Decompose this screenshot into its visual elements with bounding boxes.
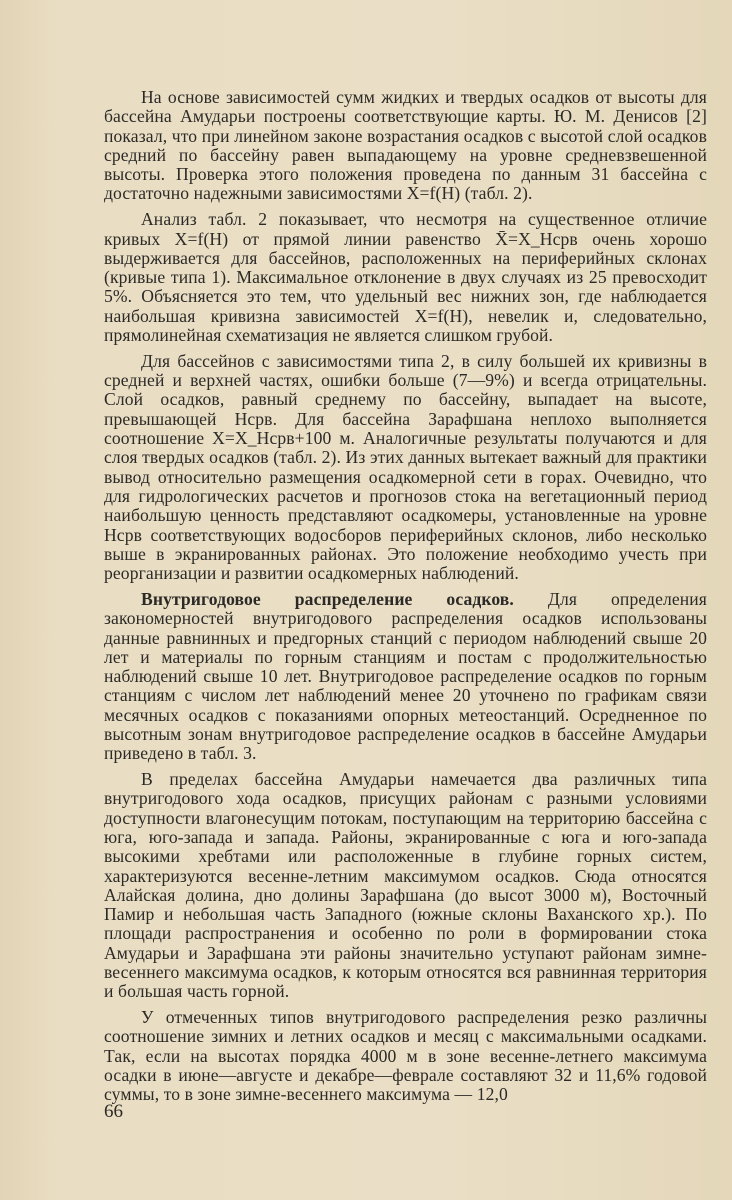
paragraph-4: [104, 590, 707, 764]
paragraph-3: Для бассейнов с зависимостями типа 2, в силу большей их кривизны в средней и верхней частях, ошибки больше (7—9%) и всегда отрицательны. Слой осадков, равный среднему по бассейну, выпадает на высоте, превышающей Hсрв. Для бассейна Зарафшана неплохо выполняется соотношение X=X_Hсрв+100 м. Аналогичные результаты получаются и для слоя твердых осадков (табл. 2). Из этих данных вытекает важный для практики вывод относительно размещения осадкомерной сети в горах. Очевидно, что для гидрологических расчетов и прогнозов стока на вегетационный период наибольшую ценность представляют осадкомеры, установленные на уровне Hсрв соответствующих водосборов периферийных склонов, либо несколько выше в экранированных районах. Это положение необходимо учесть при реорганизации и развитии осадкомерных наблюдений.: [104, 350, 707, 584]
paragraph-5: В пределах бассейна Амударьи намечается два различных типа внутригодового хода осадков, присущих районам с разными условиями доступности влагонесущим потокам, поступающим на территорию бассейна с юга, юго-запада и запада. Районы, экранированные с юга и юго-запада высокими хребтами или расположенные в глубине горных систем, характеризуются весенне-летним максимумом осадков. Сюда относятся Алайская долина, дно долины Зарафшана (до высот 3000 м), Восточный Памир и небольшая часть Западного (южные склоны Ваханского хр.). По площади распространения и особенно по роли в формировании стока Амударьи и Зарафшана эти районы значительно уступают районам зимне-весеннего максимума осадков, к которым относятся вся равнинная территория и большая часть горной.: [104, 769, 707, 1002]
paragraph-1: На основе зависимостей сумм жидких и твердых осадков от высоты для бассейна Амударьи построены соответствующие карты. Ю. М. Денисов [2] показал, что при линейном законе возрастания осадков с высотой слой осадков средний по бассейну равен выпадающему на уровне средневзвешенной высоты. Проверка этого положения проведена по данным 31 бассейна с достаточно надежными зависимостями X=f(H) (табл. 2).: [104, 87, 707, 204]
paragraph-2: Анализ табл. 2 показывает, что несмотря на существенное отличие кривых X=f(H) от прямой линии равенство X̄=X_Hсрв очень хорошо выдерживается для бассейнов, расположенных на периферийных склонах (кривые типа 1). Максимальное отклонение в двух случаях из 25 превосходит 5%. Объясняется это тем, что удельный вес нижних зон, где наблюдается наибольшая кривизна зависимостей X=f(H), невелик и, следовательно, прямолинейная схематизация не является слишком грубой.: [104, 209, 707, 346]
body-text: [104, 88, 707, 1105]
section-heading: Внутригодовое распределение осадков.: [141, 588, 514, 609]
page-number: 66: [104, 1101, 123, 1122]
paragraph-6: У отмеченных типов внутригодового распределения резко различны соотношение зимних и летних осадков и месяц с максимальными осадками. Так, если на высотах порядка 4000 м в зоне весенне-летнего максимума осадки в июне—августе и декабре—феврале составляют 32 и 11,6% годовой суммы, то в зоне зимне-весеннего максимума — 12,0: [104, 1007, 707, 1105]
paragraph-4-text: Для определения закономерностей внутригодового распределения осадков использованы данные равнинных и предгорных станций с периодом наблюдений свыше 20 лет и материалы по горным станциям и постам с продолжительностью наблюдений свыше 10 лет. Внутригодовое распределение осадков по горным станциям с числом лет наблюдений менее 20 уточнено по графикам связи месячных осадков с показаниями опорных метеостанций. Осредненное по высотным зонам внутригодовое распределение осадков в бассейне Амударьи приведено в табл. 3.: [104, 588, 707, 764]
